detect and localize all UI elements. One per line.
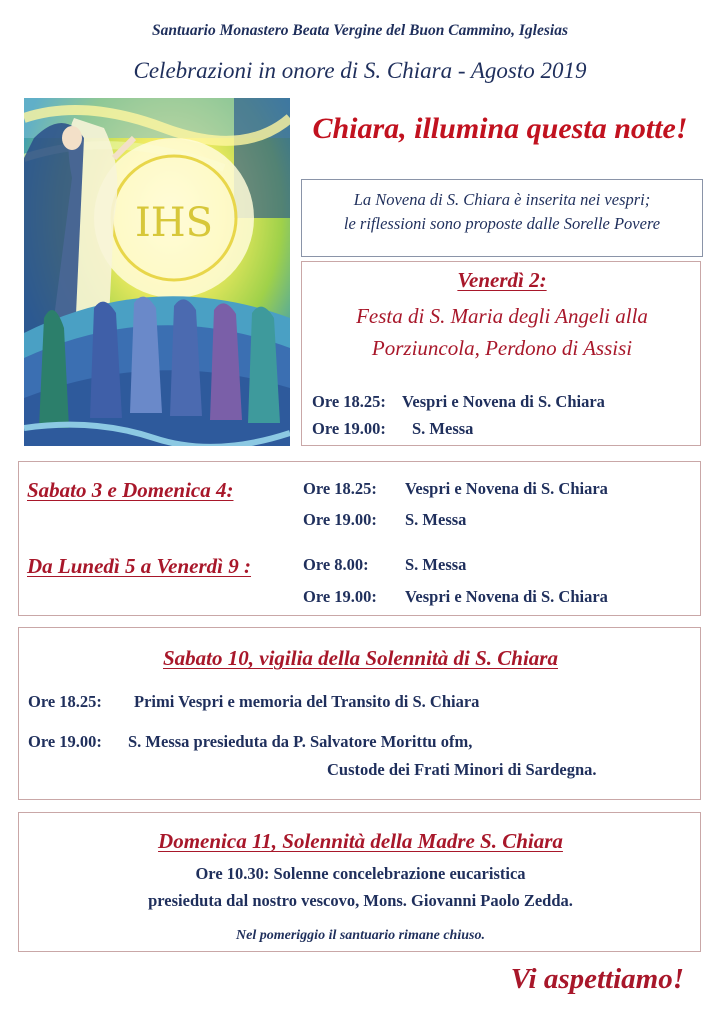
weekdays-time-1: Ore 8.00: <box>303 555 369 574</box>
vigil-text-2-cont: Custode dei Frati Minori di Sardegna. <box>327 760 597 779</box>
vigil-time-1: Ore 18.25: <box>28 692 102 711</box>
weekdays-label: Da Lunedì 5 a Venerdì 9 : <box>27 554 252 578</box>
ihs-monogram: IHS <box>134 200 214 246</box>
weekend-text-2: S. Messa <box>405 510 467 529</box>
solemnity-box <box>18 812 701 952</box>
vigil-title: Sabato 10, vigilia della Solennità di S. Chiara <box>163 646 558 670</box>
weekend-text-1: Vespri e Novena di S. Chiara <box>405 479 608 498</box>
friday-desc-line1: Festa di S. Maria degli Angeli alla <box>356 304 648 328</box>
saint-clare-illustration <box>24 98 290 446</box>
vigil-text-1: Primi Vespri e memoria del Transito di S. Chiara <box>134 692 480 711</box>
weekend-time-2: Ore 19.00: <box>303 510 377 529</box>
weekdays-time-2: Ore 19.00: <box>303 587 377 606</box>
solemnity-line1: Ore 10.30: Solenne concelebrazione eucaristica <box>195 864 526 883</box>
sanctuary-name: Santuario Monastero Beata Vergine del Buon Cammino, Iglesias <box>151 22 568 39</box>
week-schedule-box <box>18 461 701 616</box>
weekdays-text-2: Vespri e Novena di S. Chiara <box>405 587 608 606</box>
weekend-label: Sabato 3 e Domenica 4: <box>27 478 234 502</box>
friday-title: Venerdì 2: <box>457 268 547 292</box>
friday-text-2: S. Messa <box>412 419 474 438</box>
friday-time-2: Ore 19.00: <box>312 419 386 438</box>
event-title: Celebrazioni in onore di S. Chiara - Agosto 2019 <box>133 58 587 83</box>
solemnity-title: Domenica 11, Solennità della Madre S. Chiara <box>158 829 563 853</box>
weekend-time-1: Ore 18.25: <box>303 479 377 498</box>
vigil-box <box>18 627 701 800</box>
weekdays-text-1: S. Messa <box>405 555 467 574</box>
solemnity-line2: presieduta dal nostro vescovo, Mons. Giovanni Paolo Zedda. <box>148 891 573 910</box>
headline: Chiara, illumina questa notte! <box>312 112 688 145</box>
vigil-time-2: Ore 19.00: <box>28 732 102 751</box>
closing-greeting: Vi aspettiamo! <box>510 963 684 995</box>
friday-time-1: Ore 18.25: <box>312 392 386 411</box>
novena-note-line1: La Novena di S. Chiara è inserita nei vespri; <box>353 190 651 209</box>
solemnity-note: Nel pomeriggio il santuario rimane chiuso. <box>236 928 485 943</box>
novena-note-box <box>301 179 703 257</box>
novena-note-line2: le riflessioni sono proposte dalle Sorelle Povere <box>343 214 661 233</box>
vigil-text-2: S. Messa presieduta da P. Salvatore Morittu ofm, <box>128 732 473 751</box>
friday-text-1: Vespri e Novena di S. Chiara <box>402 392 605 411</box>
friday-box <box>301 261 701 446</box>
friday-desc-line2: Porziuncola, Perdono di Assisi <box>371 336 633 360</box>
